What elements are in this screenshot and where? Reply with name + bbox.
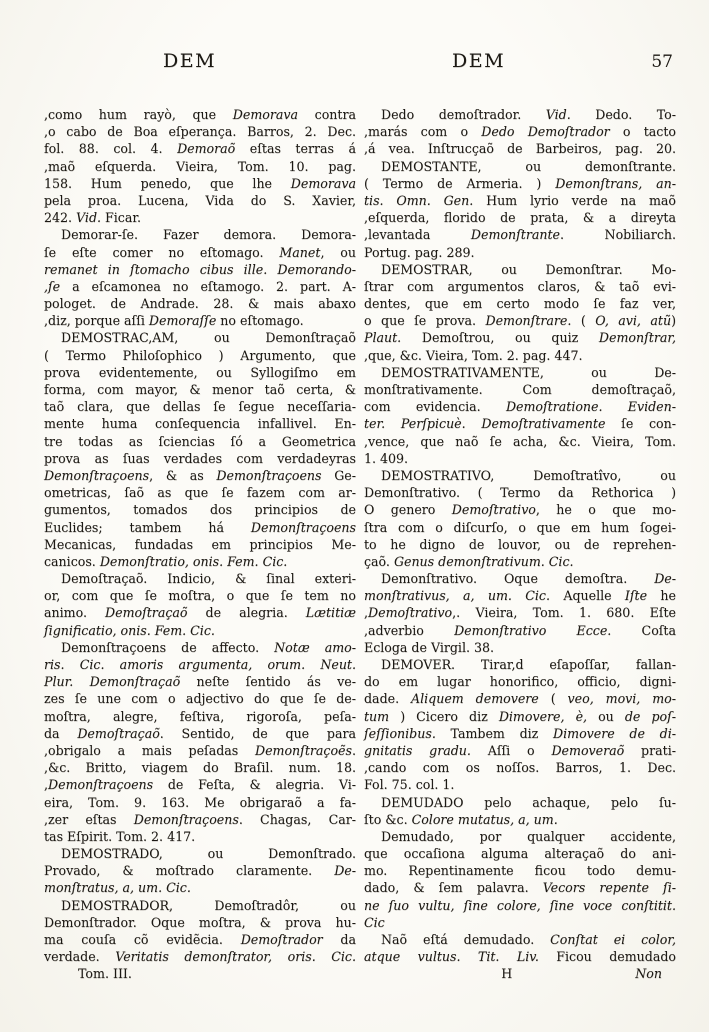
text-line: ſeſſionibus. Tambem diz Dimovere de di- bbox=[364, 725, 676, 741]
text-line: Portug. pag. 289. bbox=[364, 244, 475, 260]
text-line: DEMOSTRAC,AM, ou Demonſtraçaõ bbox=[61, 330, 356, 346]
text-line: tis. Omn. Gen. Hum lyrio verde na maõ bbox=[364, 192, 677, 208]
text-line: Demudado, por qualquer accidente, bbox=[381, 828, 676, 844]
text-line: ,á vea. Inſtrucçaõ de Barbeiros, pag. 20. bbox=[364, 141, 676, 157]
catchword: Non bbox=[635, 966, 662, 982]
text-line: animo. Demoſtraçaõ de alegria. Lætitiæ bbox=[44, 605, 356, 621]
text-line: 242. Vid. Ficar. bbox=[44, 210, 141, 226]
text-line: ,ſe a eſcamonea no eſtamogo. 2. part. A- bbox=[44, 278, 356, 294]
text-line: ,Demonſtraçoens de Feſta, & alegria. Vi- bbox=[44, 777, 356, 793]
text-line: Naõ eſtá demudado. Conſtat ei color, bbox=[381, 932, 676, 947]
text-line: tum ) Cicero diz Dimovere, è, ou de poſ- bbox=[364, 708, 676, 724]
text-line: atque vultus. Tit. Liv. Ficou demudado bbox=[364, 949, 676, 965]
text-line: ,cando com os noſſos. Barros, 1. Dec. bbox=[364, 760, 676, 776]
text-line: remanet in ſtomacho cibus ille. Demorando- bbox=[44, 261, 356, 277]
text-line: Cic bbox=[364, 914, 385, 930]
text-line: ſignificatio, onis. Fem. Cic. bbox=[44, 622, 215, 638]
text-line: tas Eſpirit. Tom. 2. 417. bbox=[44, 828, 196, 844]
text-line: O genero Demoſtrativo, he o que mo- bbox=[364, 502, 676, 518]
text-line: dado, & ſem palavra. Vecors repente ſi- bbox=[364, 880, 676, 896]
text-line: Plaut. Demoſtrou, ou quiz Demonſtrar, bbox=[364, 330, 676, 346]
text-line: Plur. Demonſtraçaõ neſte ſentido ás ve- bbox=[44, 674, 356, 690]
text-line: monſtrativus, a, um. Cic. Aquelle Iſte he bbox=[364, 588, 676, 604]
text-line: Ecloga de Virgil. 38. bbox=[364, 639, 495, 655]
text-line: Demorar-ſe. Fazer demora. Demora- bbox=[61, 227, 356, 243]
text-line: pela proa. Lucena, Vida do S. Xavier, bbox=[44, 192, 356, 208]
text-line: ,zer eſtas Demonſtraçoens. Chagas, Car- bbox=[44, 811, 356, 827]
text-line: tre todas as ſciencias ſó a Geometrica bbox=[44, 433, 356, 449]
text-line: pologet. de Andrade. 28. & mais abaxo bbox=[44, 296, 356, 312]
text-line: DEMOSTRADOR, Demoſtradôr, ou bbox=[61, 897, 356, 913]
text-line: verdade. Veritatis demonſtrator, oris. Cic. bbox=[44, 949, 356, 965]
text-line: monſtrativamente. Com demoſtraçaõ, bbox=[364, 382, 676, 397]
text-line: DEMOSTRADO, ou Demonſtrado. bbox=[61, 846, 356, 862]
text-columns bbox=[44, 106, 676, 983]
text-line: Fol. 75. col. 1. bbox=[364, 777, 455, 793]
running-title-left: DEM bbox=[163, 50, 217, 72]
text-line: ris. Cic. amoris argumenta, orum. Neut. bbox=[44, 657, 356, 672]
text-line: DEMOSTANTE, ou demonſtrante. bbox=[381, 158, 676, 174]
text-line: moſtra, alegre, feſtiva, rigoroſa, peſa- bbox=[44, 708, 356, 724]
text-line: DEMOSTRAR, ou Demonſtrar. Mo- bbox=[381, 261, 676, 277]
text-line: ,obrigalo a mais peſadas Demonſtraçoẽs. bbox=[44, 742, 356, 758]
text-line: ſe eſte comer no eſtomago. Manet, ou bbox=[44, 244, 356, 260]
text-line: DEMOSTRATIVAMENTE, ou De- bbox=[381, 364, 676, 380]
text-line: 158. Hum penedo, que lhe Demorava bbox=[44, 175, 356, 191]
text-line: Tom. III. bbox=[78, 966, 132, 982]
signature-line bbox=[364, 965, 676, 982]
text-line: çaõ. Genus demonſtrativum. Cic. bbox=[364, 553, 574, 569]
text-line: taõ clara, que dellas ſe ſegue neceſſaria- bbox=[44, 399, 356, 415]
text-line: ( Termo de Armeria. ) Demonſtrans, an- bbox=[364, 175, 676, 191]
text-line: prova as ſuas verdades com verdadeyras bbox=[44, 450, 356, 466]
text-line: o que ſe prova. Demonſtrare. ( O, avi, atũ) bbox=[364, 313, 677, 329]
text-line: ma couſa cõ evidẽcia. Demoſtrador da bbox=[44, 932, 357, 947]
text-line: ,vence, que naõ ſe acha, &c. Vieira, Tom. bbox=[364, 433, 676, 449]
text-line: Demoſtraçaõ. Indicio, & ſinal exteri- bbox=[61, 571, 356, 587]
text-line: dentes, que em certo modo ſe faz ver, bbox=[364, 296, 676, 312]
text-line: ſtrar com argumentos claros, & taõ evi- bbox=[364, 278, 676, 294]
text-line: Demonſtrativo. ( Termo da Rethorica ) bbox=[364, 485, 676, 501]
page-header bbox=[0, 0, 709, 74]
text-line: dade. Aliquem demovere ( veo, movi, mo- bbox=[364, 691, 677, 707]
text-line: Euclides; tambem há Demonſtraçoens bbox=[44, 519, 356, 535]
text-line: or, com que ſe moſtra, o que ſe tem no bbox=[44, 588, 356, 604]
signature-mark: H bbox=[501, 966, 513, 982]
text-line: zes ſe une com o adjectivo do que ſe de- bbox=[44, 691, 356, 707]
text-line: com evidencia. Demoſtratione. Eviden- bbox=[364, 399, 676, 415]
text-line: Mecanicas, fundadas em principios Me- bbox=[44, 536, 356, 552]
text-line: mente huma conſequencia infallivel. En- bbox=[44, 416, 356, 432]
text-line: canicos. Demonſtratio, onis. Fem. Cic. bbox=[44, 553, 288, 569]
text-line: DEMOVER. Tirar,d eſapoſſar, fallan- bbox=[381, 657, 676, 672]
text-line: ,maõ eſquerda. Vieira, Tom. 10. pag. bbox=[44, 158, 356, 174]
text-line: ,adverbio Demonſtrativo Ecce. Coſta bbox=[364, 622, 677, 638]
text-line: ne ſuo vultu, ſine colore, ſine voce conſtitit. bbox=[364, 897, 676, 913]
text-line: ometricas, ſaõ as que ſe fazem com ar- bbox=[44, 485, 356, 501]
text-line: ,eſquerda, florido de prata, & a direyta bbox=[364, 210, 676, 226]
text-line: Provado, & moſtrado claramente. De- bbox=[44, 863, 356, 879]
text-line: monſtratus, a, um. Cic. bbox=[44, 880, 191, 896]
text-line: ,marás com o Dedo Demoſtrador o tacto bbox=[364, 124, 676, 140]
text-line: mo. Repentinamente ficou todo demu- bbox=[364, 863, 676, 879]
text-line: Dedo demoſtrador. Vid. Dedo. To- bbox=[381, 107, 676, 122]
left-column-lines bbox=[44, 106, 356, 983]
text-line: que occaſiona alguma alteraçaõ do ani- bbox=[364, 846, 676, 862]
text-line: ( Termo Philoſophico ) Argumento, que bbox=[44, 347, 356, 363]
text-line: to he digno de louvor, ou de reprehen- bbox=[364, 536, 676, 552]
text-line: Demonſtraçoens de affecto. Notæ amo- bbox=[61, 639, 356, 655]
text-line: Demonſtrador. Oque moſtra, & prova hu- bbox=[44, 914, 356, 930]
text-line: ſto &c. Colore mutatus, a, um. bbox=[364, 811, 558, 827]
text-line: ter. Perſpicuè. Demoſtrativamente ſe con- bbox=[364, 416, 676, 432]
left-column bbox=[44, 106, 356, 983]
right-column-lines bbox=[364, 106, 676, 965]
text-line: ,o cabo de Boa eſperança. Barros, 2. Dec. bbox=[44, 124, 356, 140]
text-line: ,diz, porque aſſi Demoraſſe no eſtomago. bbox=[44, 313, 304, 329]
text-line: 1. 409. bbox=[364, 450, 409, 466]
text-line: eira, Tom. 9. 163. Me obrigaraõ a fa- bbox=[44, 794, 356, 810]
text-line: ,&c. Britto, viagem do Braſil. num. 18. bbox=[44, 760, 356, 776]
text-line: prova evidentemente, ou Syllogiſmo em bbox=[44, 364, 356, 380]
text-line: forma, com mayor, & menor taõ certa, & bbox=[44, 382, 356, 397]
text-line: DEMUDADO pelo achaque, pelo ſu- bbox=[381, 794, 676, 810]
right-column bbox=[364, 106, 676, 983]
text-line: ,como hum rayò, que Demorava contra bbox=[44, 107, 356, 122]
page-number: 57 bbox=[651, 52, 673, 72]
text-line: gumentos, tomados dos principios de bbox=[44, 502, 356, 518]
text-line: ,que, &c. Vieira, Tom. 2. pag. 447. bbox=[364, 347, 583, 363]
text-line: do em lugar honorifico, officio, digni- bbox=[364, 674, 676, 690]
text-line: gnitatis gradu. Aſſi o Demoveraõ prati- bbox=[364, 742, 676, 758]
text-line: Demonſtrativo. Oque demoſtra. De- bbox=[381, 571, 676, 587]
text-line: ſtra com o diſcurſo, o que em hum ſogei- bbox=[364, 519, 676, 535]
text-line: fol. 88. col. 4. Demoraõ eſtas terras á bbox=[44, 141, 356, 157]
text-line: ,Demoſtrativo,. Vieira, Tom. 1. 680. Eſte bbox=[364, 605, 676, 621]
text-line: ,levantada Demonſtrante. Nobiliarch. bbox=[364, 227, 676, 243]
text-line: Demonſtraçoens, & as Demonſtraçoens Ge- bbox=[44, 467, 356, 483]
running-title-right: DEM bbox=[452, 50, 506, 72]
text-line: DEMOSTRATIVO, Demoſtratîvo, ou bbox=[381, 467, 676, 483]
text-line: da Demoſtraçaõ. Sentido, de que para bbox=[44, 725, 356, 741]
